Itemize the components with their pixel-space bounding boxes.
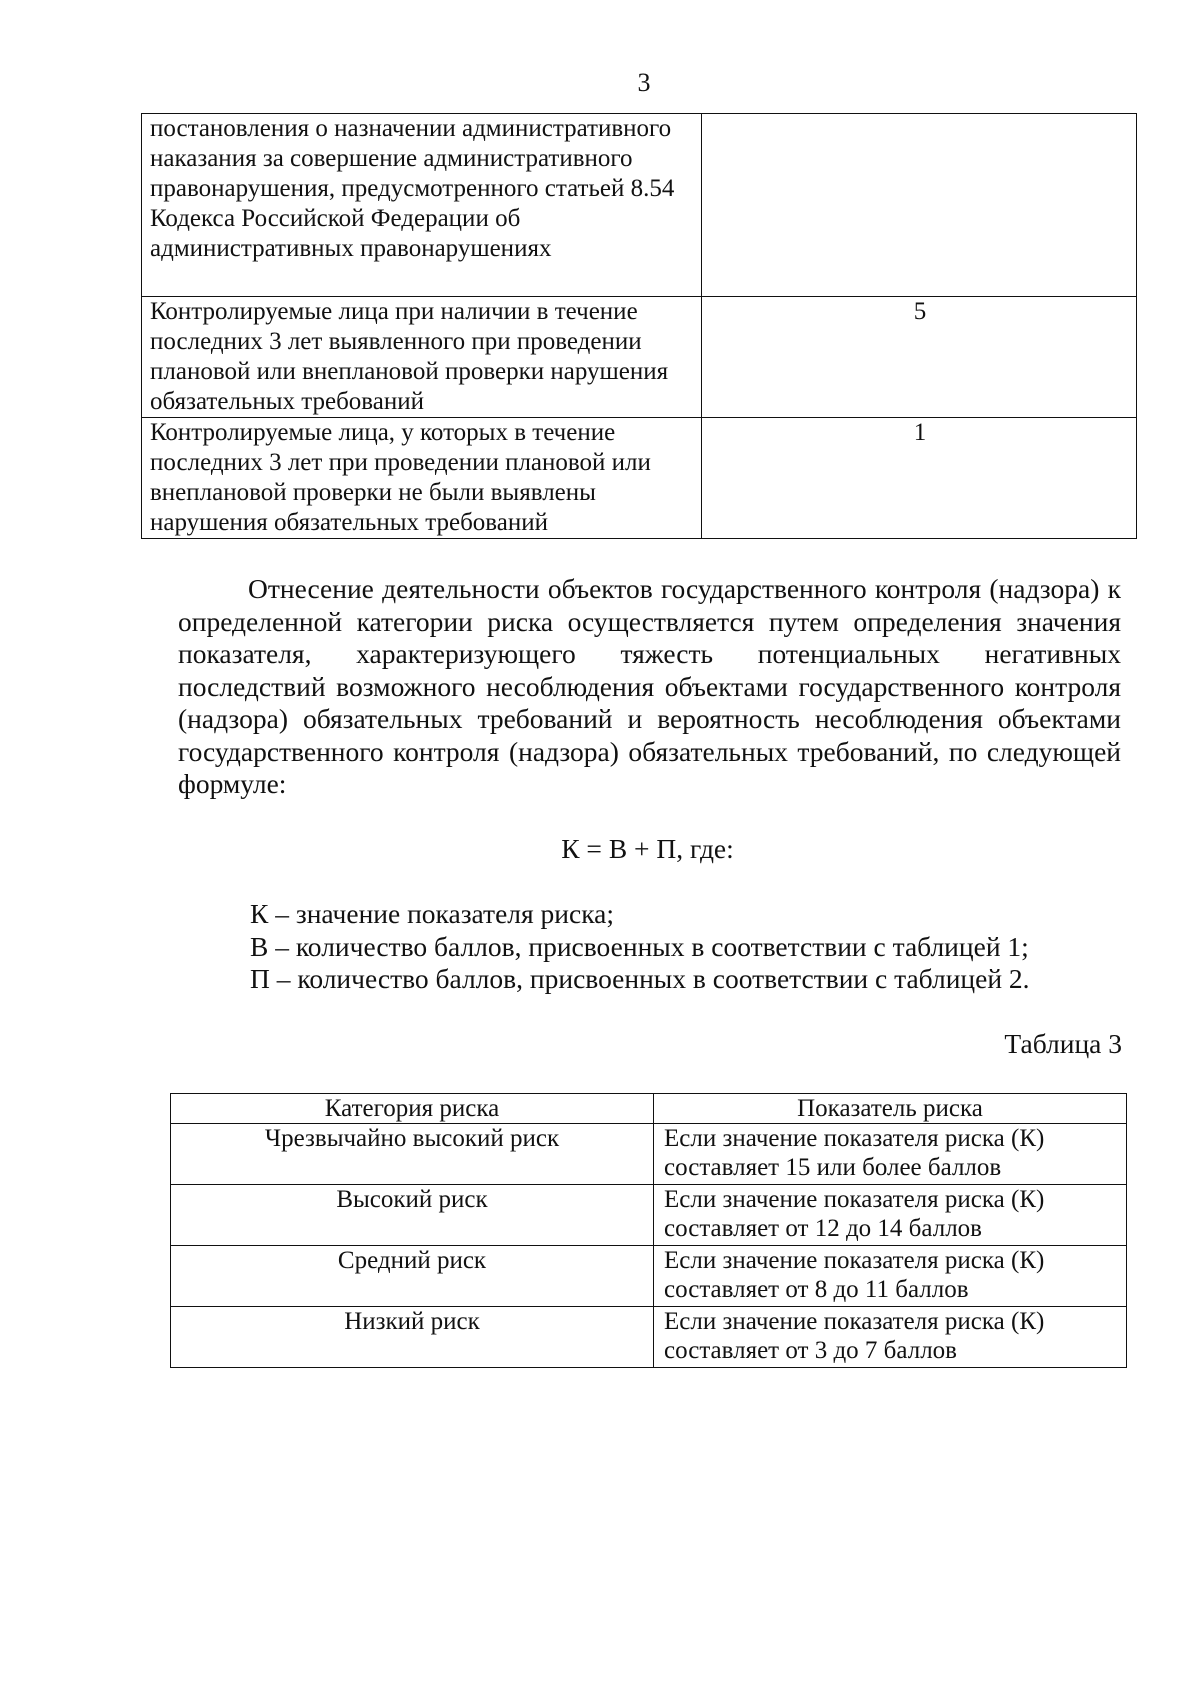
definition-k: К – значение показателя риска; [250,898,614,929]
table-header-row [171,1094,1127,1124]
definition-v: В – количество баллов, присвоенных в соответствии с таблицей 1; [250,930,1029,962]
risk-formula: К = В + П, где: [561,833,734,864]
table-row [142,297,1137,418]
table-3-title: Таблица 3 [1004,1028,1122,1059]
page-number: 3 [637,68,651,97]
risk-criterion: Если значение показателя риска (К) составляет от 12 до 14 баллов [654,1185,1127,1246]
row-description: Контролируемые лица, у которых в течение последних 3 лет при проведении плановой или внеплановой проверки не были выявлены нарушения обязательных требований [142,418,702,539]
table-row [142,114,1137,297]
body-paragraph [178,573,1121,801]
row-description: Контролируемые лица при наличии в течение последних 3 лет выявленного при проведении плановой или внеплановой проверки нарушения обязательных требований [142,297,702,418]
header-category: Категория риска [171,1094,654,1124]
risk-category: Низкий риск [171,1307,654,1368]
risk-category-table [170,1093,1127,1368]
risk-criterion: Если значение показателя риска (К) составляет от 8 до 11 баллов [654,1246,1127,1307]
risk-category: Высокий риск [171,1185,654,1246]
definition-p: П – количество баллов, присвоенных в соответствии с таблицей 2. [250,963,1030,994]
risk-category: Средний риск [171,1246,654,1307]
row-points: 1 [702,418,1137,539]
table-row [171,1246,1127,1307]
header-criterion: Показатель риска [654,1094,1127,1124]
table-row [171,1185,1127,1246]
table-row [171,1124,1127,1185]
table-row [142,418,1137,539]
row-points [702,114,1137,297]
table-row [171,1307,1127,1368]
criteria-table-continuation [141,113,1137,539]
risk-category: Чрезвычайно высокий риск [171,1124,654,1185]
risk-criterion: Если значение показателя риска (К) составляет 15 или более баллов [654,1124,1127,1185]
paragraph-text: Отнесение деятельности объектов государственного контроля (надзора) к определенной категории риска осуществляется путем определения значения показателя, характеризующего тяжесть потенциальных негативных последствий возможного несоблюдения объектами государственного контроля (надзора) обязательных требований и вероятность несоблюдения объектами государственного контроля (надзора) обязательных требований, по следующей формуле: [178,573,1121,799]
formula-definitions [250,898,1030,996]
risk-criterion: Если значение показателя риска (К) составляет от 3 до 7 баллов [654,1307,1127,1368]
row-points: 5 [702,297,1137,418]
row-description: постановления о назначении административного наказания за совершение административного правонарушения, предусмотренного статьей 8.54 Кодекса Российской Федерации об административных правонарушениях [142,114,702,297]
